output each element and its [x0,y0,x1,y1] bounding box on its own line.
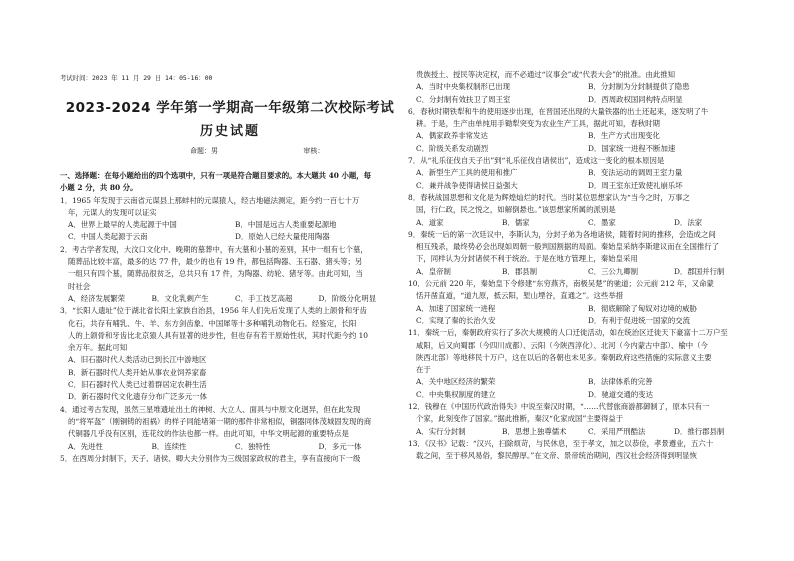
answer-option[interactable]: B．文化乳剩产生 [151,293,209,303]
answer-option[interactable]: A．经济发展繁荣 [68,293,126,303]
answer-option[interactable]: D．推行郡县制 [674,426,725,436]
answer-option[interactable]: D．阶级分化明显 [318,293,377,303]
question-stem-line: 咸阳，后又向蜀郡（今四川成都）、云阳（今陕西淳化）、北河（今内蒙古中部）、榆中（今 [416,340,708,350]
question-stem: 13．《汉书》记载：“汉兴，扫除烦苛，与民休息，至于孝文，加之以恭俭，孝景遵业，五六十 [408,438,714,448]
exam-subject: 历史试题 [199,124,260,139]
question-stem-line: 余万年。据此可知 [68,343,128,353]
answer-option[interactable]: C．中国人类起源于云南 [68,232,148,242]
options-row [408,94,760,106]
options-row [60,354,402,366]
answer-option[interactable]: A．道家 [416,217,444,227]
question-stem: 10．公元前 220 年，秦始皇下令修建“东穷燕齐，南极吴楚”的驰道；公元前 212 年，又命蒙 [408,279,714,289]
left-column [60,170,402,465]
answer-option[interactable]: D．有利于促进统一国家的交流 [588,315,691,325]
answer-option[interactable]: B．中国是远古人类重要起源地 [235,220,337,230]
answer-option[interactable]: C．阶级关系发动剧烈 [416,143,489,153]
options-row [60,367,402,379]
answer-option[interactable]: C．独特性 [235,441,271,451]
question-stem-line: 国，行仁政，民之悦之，如解倒悬也。”该思想家所属的派别是 [416,205,616,215]
exam-meta [190,146,324,156]
question-block [60,195,402,244]
answer-option[interactable]: A．实行分封制 [416,426,466,436]
question-stem-line: 个家，此刻变作了国家。”据此推断，秦汉“化家成国”主要得益于 [416,414,624,424]
question-stem: 9．秦统一后的第一次廷议中，李斯认为，分封子弟为各地诸侯，随着时间的推移，会造成之间 [408,229,716,239]
options-row [60,219,402,231]
question-stem: 11．秦统一后，秦朝政府实行了多次大规模的人口迁徙活动，如在统治区迁徙天下豪富十二万户至 [408,328,728,338]
answer-option[interactable]: C．三公九卿制 [588,266,638,276]
question-stem-line: 在于 [416,365,431,375]
options-row [408,130,760,142]
answer-option[interactable]: A．当时中央集权制形已出现 [416,82,511,92]
question-stem: 1．1965 年发现于云南省元谋县上那蚌村的元谋猿人，经古地磁法测定，距今约一百七十万 [60,195,360,205]
answer-option[interactable]: C．采用严刑酷法 [588,426,646,436]
answer-option[interactable]: C．实现了秦的长治久安 [416,315,496,325]
options-row [408,303,760,315]
question-stem-line: 化石，共存有哺乳、牛、羊、东方剑齿象、中国犀等十多种哺乳动物化石。经鉴定，长阳 [68,318,357,328]
options-row [60,441,402,453]
question-stem-line: 的“将军盔”（刚铜铸的祖祸）的样子同能堵第一期的那件非常相似，铜器同体茂城固发现的商 [68,416,372,426]
answer-option[interactable]: C．兼并战争使得诸侯日益强大 [416,180,518,190]
question-stem: 6．春秋时期铁犁和牛的使用逐步出现，在晋国还出现的大量铁器的出土还起来，逐发明了牛 [408,106,709,116]
options-row [408,217,760,229]
question-stem: 3．“长阳人遗址”位于湖北省长阳土家族自治县，1956 年人们先后发现了人类的上颌骨和牙齿 [60,306,367,316]
question-stem: 8．春秋战国思想和文化是为辉煌灿烂的时代。当时某位思想家认为“当今之时，万事之 [408,192,690,202]
question-stem: 4．通过考古发现，虽然三星堆遗址出土的神树、大立人、面具与中原文化迥异，但在此发现 [60,404,361,414]
question-stem-line: 载之间，至于移风易俗，黎民醇厚。”在文帝、景帝统治期间，西汉社会经济得到明显恢 [416,451,697,461]
question-block [408,192,760,229]
answer-option[interactable]: B．思想上独尊儒术 [502,426,567,436]
section-heading: 一、选择题：在每小题给出的四个选项中，只有一项是符合题目要求的。本大题共 40 小题，每 [60,171,372,180]
options-row [408,376,760,388]
options-row [408,315,760,327]
answer-option[interactable]: B．法律体系的完善 [588,377,653,387]
exam-time: 考试时间：2023 年 11 月 29 日 14：05-16：00 [60,74,213,82]
question-block [60,305,402,403]
options-row [60,391,402,403]
answer-option[interactable]: D．驰道交通的变达 [588,389,654,399]
answer-option[interactable]: C．中央集权制度的建立 [416,389,496,399]
answer-option[interactable]: B．变法运动的调周王室力量 [588,168,683,178]
answer-option[interactable]: D．周王室东迁致使礼崩乐坏 [588,180,683,190]
question-stem-line: 代铜器几乎没有区别，连花纹的作法也都一样。由此可知，中华文明起源的重要特点是 [68,429,349,439]
question-block [408,401,760,438]
question-block [60,244,402,305]
answer-option[interactable]: A．旧石器时代人类活动已到长江中游地区 [68,355,207,365]
question-stem: 贵族授土、授民等决定权，而不必通过“议事会”或“代表大会”的批准。由此推知 [416,70,676,79]
options-row [60,231,402,243]
answer-option[interactable]: C．手工技艺高超 [235,293,293,303]
answer-option[interactable]: A．新型生产工具的使用和推广 [416,168,518,178]
answer-option[interactable]: C．墨家 [588,217,616,227]
answer-option[interactable]: D．多元一体 [318,441,362,451]
question-stem: 7．从“礼乐征伐自天子出”到“礼乐征伐自诸侯出”，造成这一变化的根本原因是 [408,156,665,166]
answer-option[interactable]: D．西周政权国同构特点明显 [588,94,683,104]
question-block [408,278,760,327]
question-stem-line: 时社会 [68,281,91,291]
section-heading-cont: 小题 2 分，共 80 分。 [60,183,138,193]
question-block [60,404,402,453]
answer-option[interactable]: A．加速了国家统一进程 [416,303,496,313]
options-row [408,389,760,401]
question-stem: 12．钱穆在《中国历代政治得失》中说至秦汉时期，“……代替旅商游都御制了，原本只有一 [408,402,710,412]
question-block [408,438,760,463]
answer-option[interactable]: A．世界上最早的人类起源于中国 [68,220,177,230]
answer-option[interactable]: D．郡国并行制 [674,266,725,276]
answer-option[interactable]: D．法家 [674,217,703,227]
answer-option[interactable]: A．皇帝制 [416,266,451,276]
answer-option[interactable]: B．彻底解除了匈奴对边境的威胁 [588,303,697,313]
options-row [408,167,760,179]
answer-option[interactable]: A．偶家政养非常发达 [416,131,488,141]
setter-label: 命题：男 [190,147,218,155]
question-stem: 2．考古学者发现，大汶口文化中、晚期的墓葬中，有大墓和小墓的差别，其中一组有七个墓， [60,244,368,254]
question-block [408,69,760,106]
answer-option[interactable]: B．分封制为分封制提供了隐患 [588,82,690,92]
options-row [408,180,760,192]
answer-option[interactable]: B．儒家 [502,217,530,227]
question-stem-line: 一组只有四个墓，随葬品很贫乏，总共只有 17 件，为陶器、纺轮、猪牙等。由此可知，当 [68,269,363,279]
question-block [60,453,402,465]
question-stem-line: 随葬品比较丰富，最多的达 77 件，最少的也有 19 件，都包括陶器、玉石器、猪头等；另 [68,257,363,267]
question-stem-line: 耕。于是，生产由单纯用手锄犁突变为农业生产工具，据此可知，春秋时期 [416,119,660,129]
answer-option[interactable]: D．国家统一进程不断加速 [588,143,676,153]
question-block [408,106,760,155]
options-row [408,426,760,438]
answer-option[interactable]: B．连续性 [151,441,187,451]
answer-option[interactable]: B．新石器时代人类开始从事农业饲养家畜 [68,367,207,377]
answer-option[interactable]: C．分封制有效扶卫了周王室 [416,94,511,104]
question-stem-line: 陕西北部）等地移民十万户，这在以后的各朝也未见多。秦朝政府这些措施的实际意义主要 [416,352,712,362]
answer-option[interactable]: A．先进性 [68,441,103,451]
answer-option[interactable]: B．生产方式出现变化 [588,131,660,141]
options-row [408,81,760,93]
exam-title: 2023-2024 学年第一学期高一年级第二次校际考试 [65,100,395,116]
answer-option[interactable]: D．原始人已经大量使用陶器 [235,232,330,242]
question-block [408,155,760,192]
options-row [60,379,402,391]
reviewer-label: 审核： [303,147,325,155]
answer-option[interactable]: D．新石器时代文化遗存分布广泛多元一体 [68,392,207,402]
answer-option[interactable]: A．关中地区经济的繁荣 [416,377,496,387]
question-block [408,229,760,278]
question-stem-line: 人的上颌骨和牙齿比北京猿人具有显著的进步性，但也存有若干原始性状，其时代距今约 10 [68,330,368,340]
answer-option[interactable]: B．郡县制 [502,266,537,276]
question-stem-line: 下，同样认为分封诸侯不利于统治。于是在地方管理上，秦始皇采用 [416,254,638,264]
right-column [408,69,760,463]
options-row [408,266,760,278]
options-row [60,293,402,305]
question-stem-line: 恬开凿直道，“道九原，抵云阳，堑山堙谷，直通之”。这些举措 [416,291,624,301]
question-block [408,327,760,401]
question-stem-line: 年，元谋人的发现可以证实 [68,207,157,217]
answer-option[interactable]: C．旧石器时代人类已过着群居定农耕生活 [68,380,207,390]
options-row [408,143,760,155]
question-stem-line: 相互残杀，最终势必会出现如周朝一般判国割据的局面。秦始皇采纳李斯建议而在全国推行了 [416,242,720,252]
question-stem: 5．在西周分封制下，天子、诸侯、卿大夫分别作为三级国家政权的君主，享有直接向下一级 [60,453,361,463]
